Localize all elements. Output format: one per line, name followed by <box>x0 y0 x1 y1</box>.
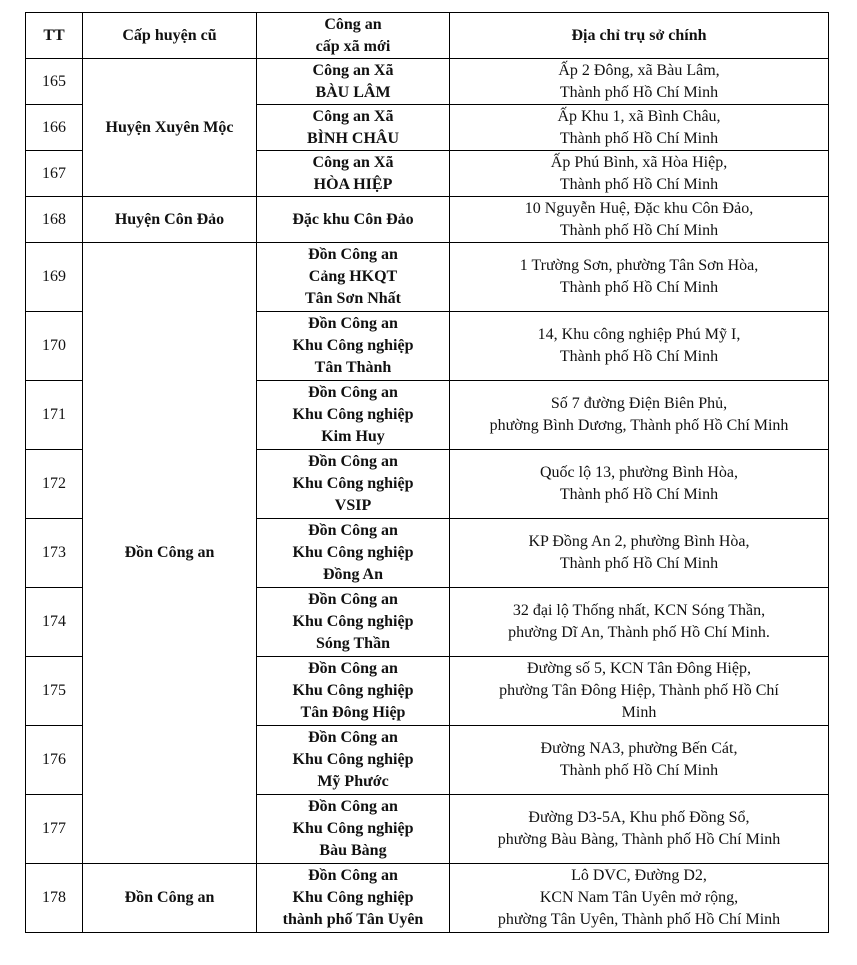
address-line: 10 Nguyễn Huệ, Đặc khu Côn Đảo, <box>524 199 754 217</box>
unit-line: Đồn Công an <box>308 453 398 470</box>
unit-line: Khu Công nghiệp <box>292 337 414 354</box>
address-cell <box>450 59 829 105</box>
address-cell <box>450 519 829 588</box>
address-line: phường Bình Dương, Thành phố Hồ Chí Minh <box>489 417 789 434</box>
unit-line: Bàu Bàng <box>319 842 387 859</box>
unit-line: Đồn Công an <box>308 315 398 332</box>
address-line: KCN Nam Tân Uyên mở rộng, <box>539 889 739 906</box>
address-cell <box>450 312 829 381</box>
unit-cell <box>257 588 450 657</box>
address-line: Ấp Khu 1, xã Bình Châu, <box>557 107 721 125</box>
row-number: 173 <box>26 519 83 588</box>
address-line: Thành phố Hồ Chí Minh <box>559 348 719 365</box>
unit-line: thành phố Tân Uyên <box>282 911 424 928</box>
unit-line: HÒA HIỆP <box>313 175 393 193</box>
row-number: 167 <box>26 151 83 197</box>
address-cell <box>450 657 829 726</box>
unit-line: Đồn Công an <box>308 591 398 608</box>
address-line: phường Bàu Bàng, Thành phố Hồ Chí Minh <box>497 831 781 848</box>
header-old-district: Cấp huyện cũ <box>83 13 257 59</box>
unit-line: Sóng Thần <box>316 635 390 652</box>
address-cell <box>450 726 829 795</box>
unit-line: Đồn Công an <box>308 246 398 263</box>
address-line: Thành phố Hồ Chí Minh <box>559 555 719 572</box>
unit-cell <box>257 105 450 151</box>
unit-line: Công an Xã <box>312 107 394 125</box>
address-line: 32 đại lộ Thống nhất, KCN Sóng Thần, <box>512 602 766 619</box>
old-district-cell: Huyện Côn Đảo <box>83 197 257 243</box>
address-line: Ấp Phú Bình, xã Hòa Hiệp, <box>550 153 728 171</box>
row-number: 165 <box>26 59 83 105</box>
unit-line: BÌNH CHÂU <box>306 129 399 147</box>
unit-line: Mỹ Phước <box>317 773 389 790</box>
unit-line: Khu Công nghiệp <box>292 406 414 423</box>
header-address: Địa chỉ trụ sở chính <box>450 13 829 59</box>
unit-line: Đồn Công an <box>308 660 398 677</box>
unit-line: Khu Công nghiệp <box>292 544 414 561</box>
address-cell <box>450 197 829 243</box>
unit-line: Đồng An <box>322 566 384 583</box>
row-number: 169 <box>26 243 83 312</box>
unit-line: Khu Công nghiệp <box>292 820 414 837</box>
unit-line: Công an Xã <box>312 153 394 171</box>
unit-cell <box>257 657 450 726</box>
unit-line: Khu Công nghiệp <box>292 613 414 630</box>
unit-cell <box>257 197 450 243</box>
table-row <box>26 59 829 105</box>
row-number: 174 <box>26 588 83 657</box>
unit-cell <box>257 726 450 795</box>
address-cell <box>450 151 829 197</box>
unit-line: BÀU LÂM <box>315 83 391 101</box>
header-new-unit-line1: Công an <box>324 15 382 33</box>
address-line: Thành phố Hồ Chí Minh <box>559 486 719 503</box>
header-tt: TT <box>26 13 83 59</box>
address-line: Thành phố Hồ Chí Minh <box>559 762 719 779</box>
header-new-unit <box>257 13 450 59</box>
address-line: phường Tân Đông Hiệp, Thành phố Hồ Chí <box>499 682 779 699</box>
row-number: 175 <box>26 657 83 726</box>
unit-line: VSIP <box>334 497 372 514</box>
table-row <box>26 243 829 312</box>
address-cell <box>450 864 829 933</box>
address-line: Thành phố Hồ Chí Minh <box>559 221 719 239</box>
old-district-cell: Đồn Công an <box>83 864 257 933</box>
unit-cell <box>257 519 450 588</box>
table-row <box>26 197 829 243</box>
row-number: 176 <box>26 726 83 795</box>
row-number: 177 <box>26 795 83 864</box>
unit-line: Đồn Công an <box>308 867 398 884</box>
unit-line: Tân Thành <box>314 359 392 376</box>
row-number: 170 <box>26 312 83 381</box>
address-line: Thành phố Hồ Chí Minh <box>559 175 719 193</box>
address-line: 14, Khu công nghiệp Phú Mỹ I, <box>537 326 741 343</box>
address-line: Đường số 5, KCN Tân Đông Hiệp, <box>527 660 751 677</box>
address-cell <box>450 795 829 864</box>
row-number: 168 <box>26 197 83 243</box>
address-cell <box>450 588 829 657</box>
address-line: Ấp 2 Đông, xã Bàu Lâm, <box>558 61 720 79</box>
address-line: Thành phố Hồ Chí Minh <box>559 129 719 147</box>
unit-line: Tân Đông Hiệp <box>300 704 406 721</box>
address-line: Lô DVC, Đường D2, <box>571 867 707 884</box>
unit-cell <box>257 59 450 105</box>
unit-cell <box>257 864 450 933</box>
unit-line: Đặc khu Côn Đảo <box>292 210 414 228</box>
unit-cell <box>257 151 450 197</box>
address-line: Quốc lộ 13, phường Bình Hòa, <box>539 464 738 481</box>
old-district-cell: Huyện Xuyên Mộc <box>83 59 257 197</box>
address-line: 1 Trường Sơn, phường Tân Sơn Hòa, <box>519 257 759 274</box>
unit-line: Khu Công nghiệp <box>292 475 414 492</box>
address-line: KP Đồng An 2, phường Bình Hòa, <box>528 533 750 550</box>
address-cell <box>450 105 829 151</box>
header-new-unit-line2: cấp xã mới <box>315 37 391 55</box>
unit-cell <box>257 450 450 519</box>
address-cell <box>450 243 829 312</box>
unit-cell <box>257 243 450 312</box>
old-district-cell: Đồn Công an <box>83 243 257 864</box>
row-number: 171 <box>26 381 83 450</box>
unit-line: Khu Công nghiệp <box>292 682 414 699</box>
address-line: Minh <box>621 704 657 721</box>
address-line: Thành phố Hồ Chí Minh <box>559 83 719 101</box>
unit-line: Đồn Công an <box>308 798 398 815</box>
address-line: Đường NA3, phường Bến Cát, <box>540 740 738 757</box>
address-cell <box>450 381 829 450</box>
address-line: Đường D3-5A, Khu phố Đồng Sổ, <box>528 809 750 826</box>
row-number: 178 <box>26 864 83 933</box>
unit-line: Đồn Công an <box>308 522 398 539</box>
table-row <box>26 864 829 933</box>
address-line: Thành phố Hồ Chí Minh <box>559 279 719 296</box>
police-station-table <box>25 12 829 933</box>
unit-line: Khu Công nghiệp <box>292 889 414 906</box>
header-row <box>26 13 829 59</box>
unit-line: Đồn Công an <box>308 384 398 401</box>
address-cell <box>450 450 829 519</box>
unit-cell <box>257 795 450 864</box>
unit-line: Công an Xã <box>312 61 394 79</box>
address-line: phường Dĩ An, Thành phố Hồ Chí Minh. <box>508 624 770 641</box>
row-number: 166 <box>26 105 83 151</box>
unit-line: Kim Huy <box>321 428 385 445</box>
unit-line: Đồn Công an <box>308 729 398 746</box>
unit-cell <box>257 381 450 450</box>
unit-line: Tân Sơn Nhất <box>304 290 401 307</box>
address-line: Số 7 đường Điện Biên Phủ, <box>550 395 728 412</box>
row-number: 172 <box>26 450 83 519</box>
unit-line: Khu Công nghiệp <box>292 751 414 768</box>
unit-line: Cảng HKQT <box>308 268 398 285</box>
unit-cell <box>257 312 450 381</box>
address-line: phường Tân Uyên, Thành phố Hồ Chí Minh <box>497 911 781 928</box>
